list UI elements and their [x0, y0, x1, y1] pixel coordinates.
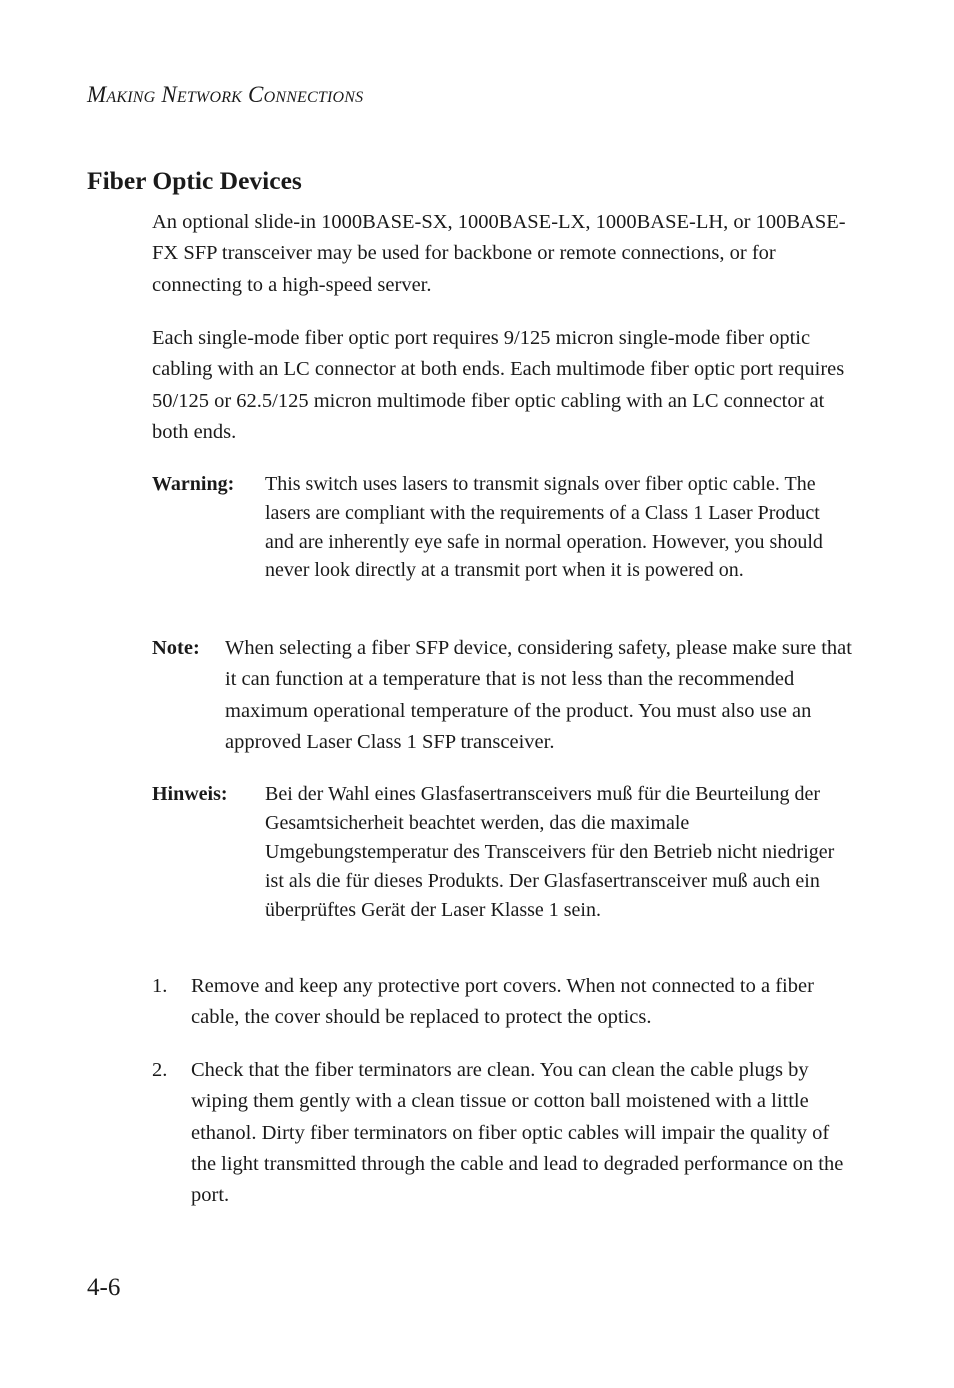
intro-paragraph: An optional slide-in 1000BASE-SX, 1000BASE-LX, 1000BASE-LH, or 100BASE-FX SFP transceiver may be used for backbone or remote connections, or for connecting to a high-speed server.	[152, 211, 846, 296]
page-number: 4-6	[87, 1274, 121, 1301]
hinweis-text: Bei der Wahl eines Glasfasertransceivers muß für die Beurteilung der Gesamtsicherheit beachtet werden, das die maximale Umgebungstemperatur des Transceivers für den Betrieb nicht niedriger ist als die für dieses Produkts. Der Glasfasertransceiver muß auch ein überprüftes Gerät der Laser Klasse 1 sein.	[265, 783, 835, 921]
header-rest-making: AKING	[106, 89, 156, 106]
header-initial-c: C	[248, 82, 264, 107]
list-item	[152, 1055, 852, 1211]
warning-label: Warning:	[152, 473, 235, 495]
note-label: Note:	[152, 637, 200, 659]
hinweis-label: Hinweis:	[152, 783, 228, 805]
note-text: When selecting a fiber SFP device, considering safety, please make sure that it can function at a temperature that is not less than the recommended maximum operational temperature of the product. You must also use an approved Laser Class 1 SFP transceiver.	[225, 637, 852, 753]
header-rest-network: ETWORK	[176, 89, 243, 106]
cabling-paragraph: Each single-mode fiber optic port requires 9/125 micron single-mode fiber optic cabling with an LC connector at both ends. Each multimode fiber optic port requires 50/125 or 62.5/125 micron multimode fiber optic cabling with an LC connector at both ends.	[152, 327, 845, 443]
list-item-text: Remove and keep any protective port covers. When not connected to a fiber cable, the cover should be replaced to protect the optics.	[191, 975, 814, 1029]
section-title: Fiber Optic Devices	[87, 166, 302, 195]
note-callout	[152, 633, 852, 758]
list-item-text: Check that the fiber terminators are clean. You can clean the cable plugs by wiping them gently with a clean tissue or cotton ball moistened with a little ethanol. Dirty fiber terminators on fiber optic cables will impair the quality of the light transmitted through the cable and lead to degraded performance on the port.	[191, 1059, 844, 1207]
list-item-number: 1.	[152, 975, 168, 997]
warning-text: This switch uses lasers to transmit signals over fiber optic cable. The lasers are compliant with the requirements of a Class 1 Laser Product and are inherently eye safe in normal operation. However, you should never look directly at a transmit port when it is powered on.	[265, 473, 823, 582]
header-initial-n: N	[161, 82, 177, 107]
hinweis-callout	[152, 780, 852, 925]
running-header	[87, 82, 363, 108]
header-rest-connections: ONNECTIONS	[263, 89, 364, 106]
warning-callout	[152, 470, 852, 585]
list-item	[152, 971, 852, 1034]
list-item-number: 2.	[152, 1059, 168, 1081]
header-initial-m: M	[87, 82, 107, 107]
